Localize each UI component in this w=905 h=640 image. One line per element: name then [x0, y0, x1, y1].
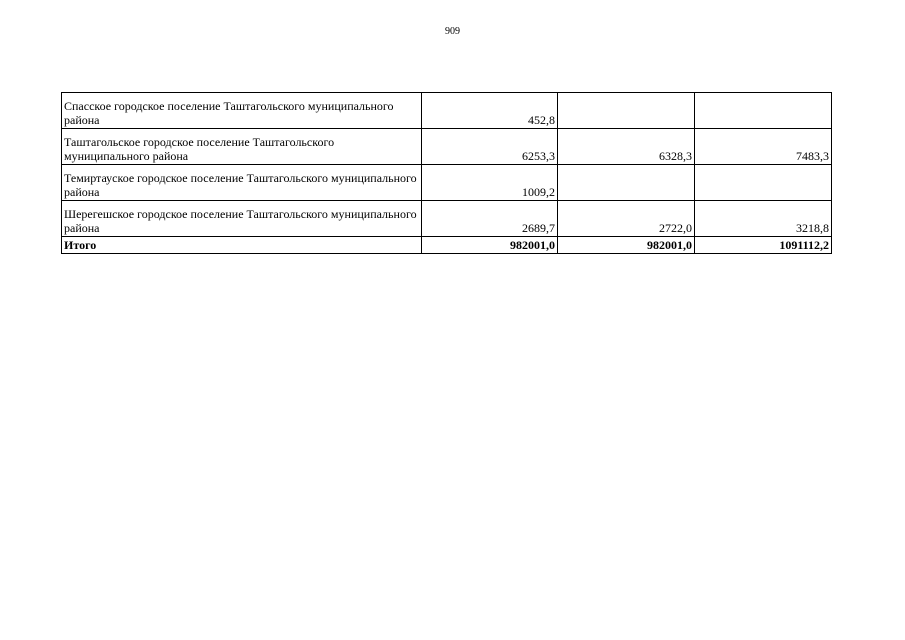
row-name: Таштагольское городское поселение Таштагольского муниципального района [62, 129, 422, 165]
total-label: Итого [62, 237, 422, 254]
row-value-2 [558, 93, 695, 129]
row-value-1: 6253,3 [422, 129, 558, 165]
row-value-2 [558, 165, 695, 201]
table-row [62, 201, 832, 237]
row-value-3 [695, 93, 832, 129]
row-value-3: 3218,8 [695, 201, 832, 237]
total-value-2: 982001,0 [558, 237, 695, 254]
table-row [62, 93, 832, 129]
row-value-1: 452,8 [422, 93, 558, 129]
total-value-1: 982001,0 [422, 237, 558, 254]
row-name: Шерегешское городское поселение Таштагольского муниципального района [62, 201, 422, 237]
row-value-2: 6328,3 [558, 129, 695, 165]
row-value-3 [695, 165, 832, 201]
total-value-3: 1091112,2 [695, 237, 832, 254]
row-value-3: 7483,3 [695, 129, 832, 165]
row-value-1: 2689,7 [422, 201, 558, 237]
row-value-2: 2722,0 [558, 201, 695, 237]
row-name: Спасское городское поселение Таштагольского муниципального района [62, 93, 422, 129]
table-row [62, 165, 832, 201]
page-number: 909 [445, 26, 460, 37]
row-value-1: 1009,2 [422, 165, 558, 201]
budget-table [61, 92, 832, 254]
table-row [62, 129, 832, 165]
row-name: Темиртауское городское поселение Таштагольского муниципального района [62, 165, 422, 201]
total-row [62, 237, 832, 254]
